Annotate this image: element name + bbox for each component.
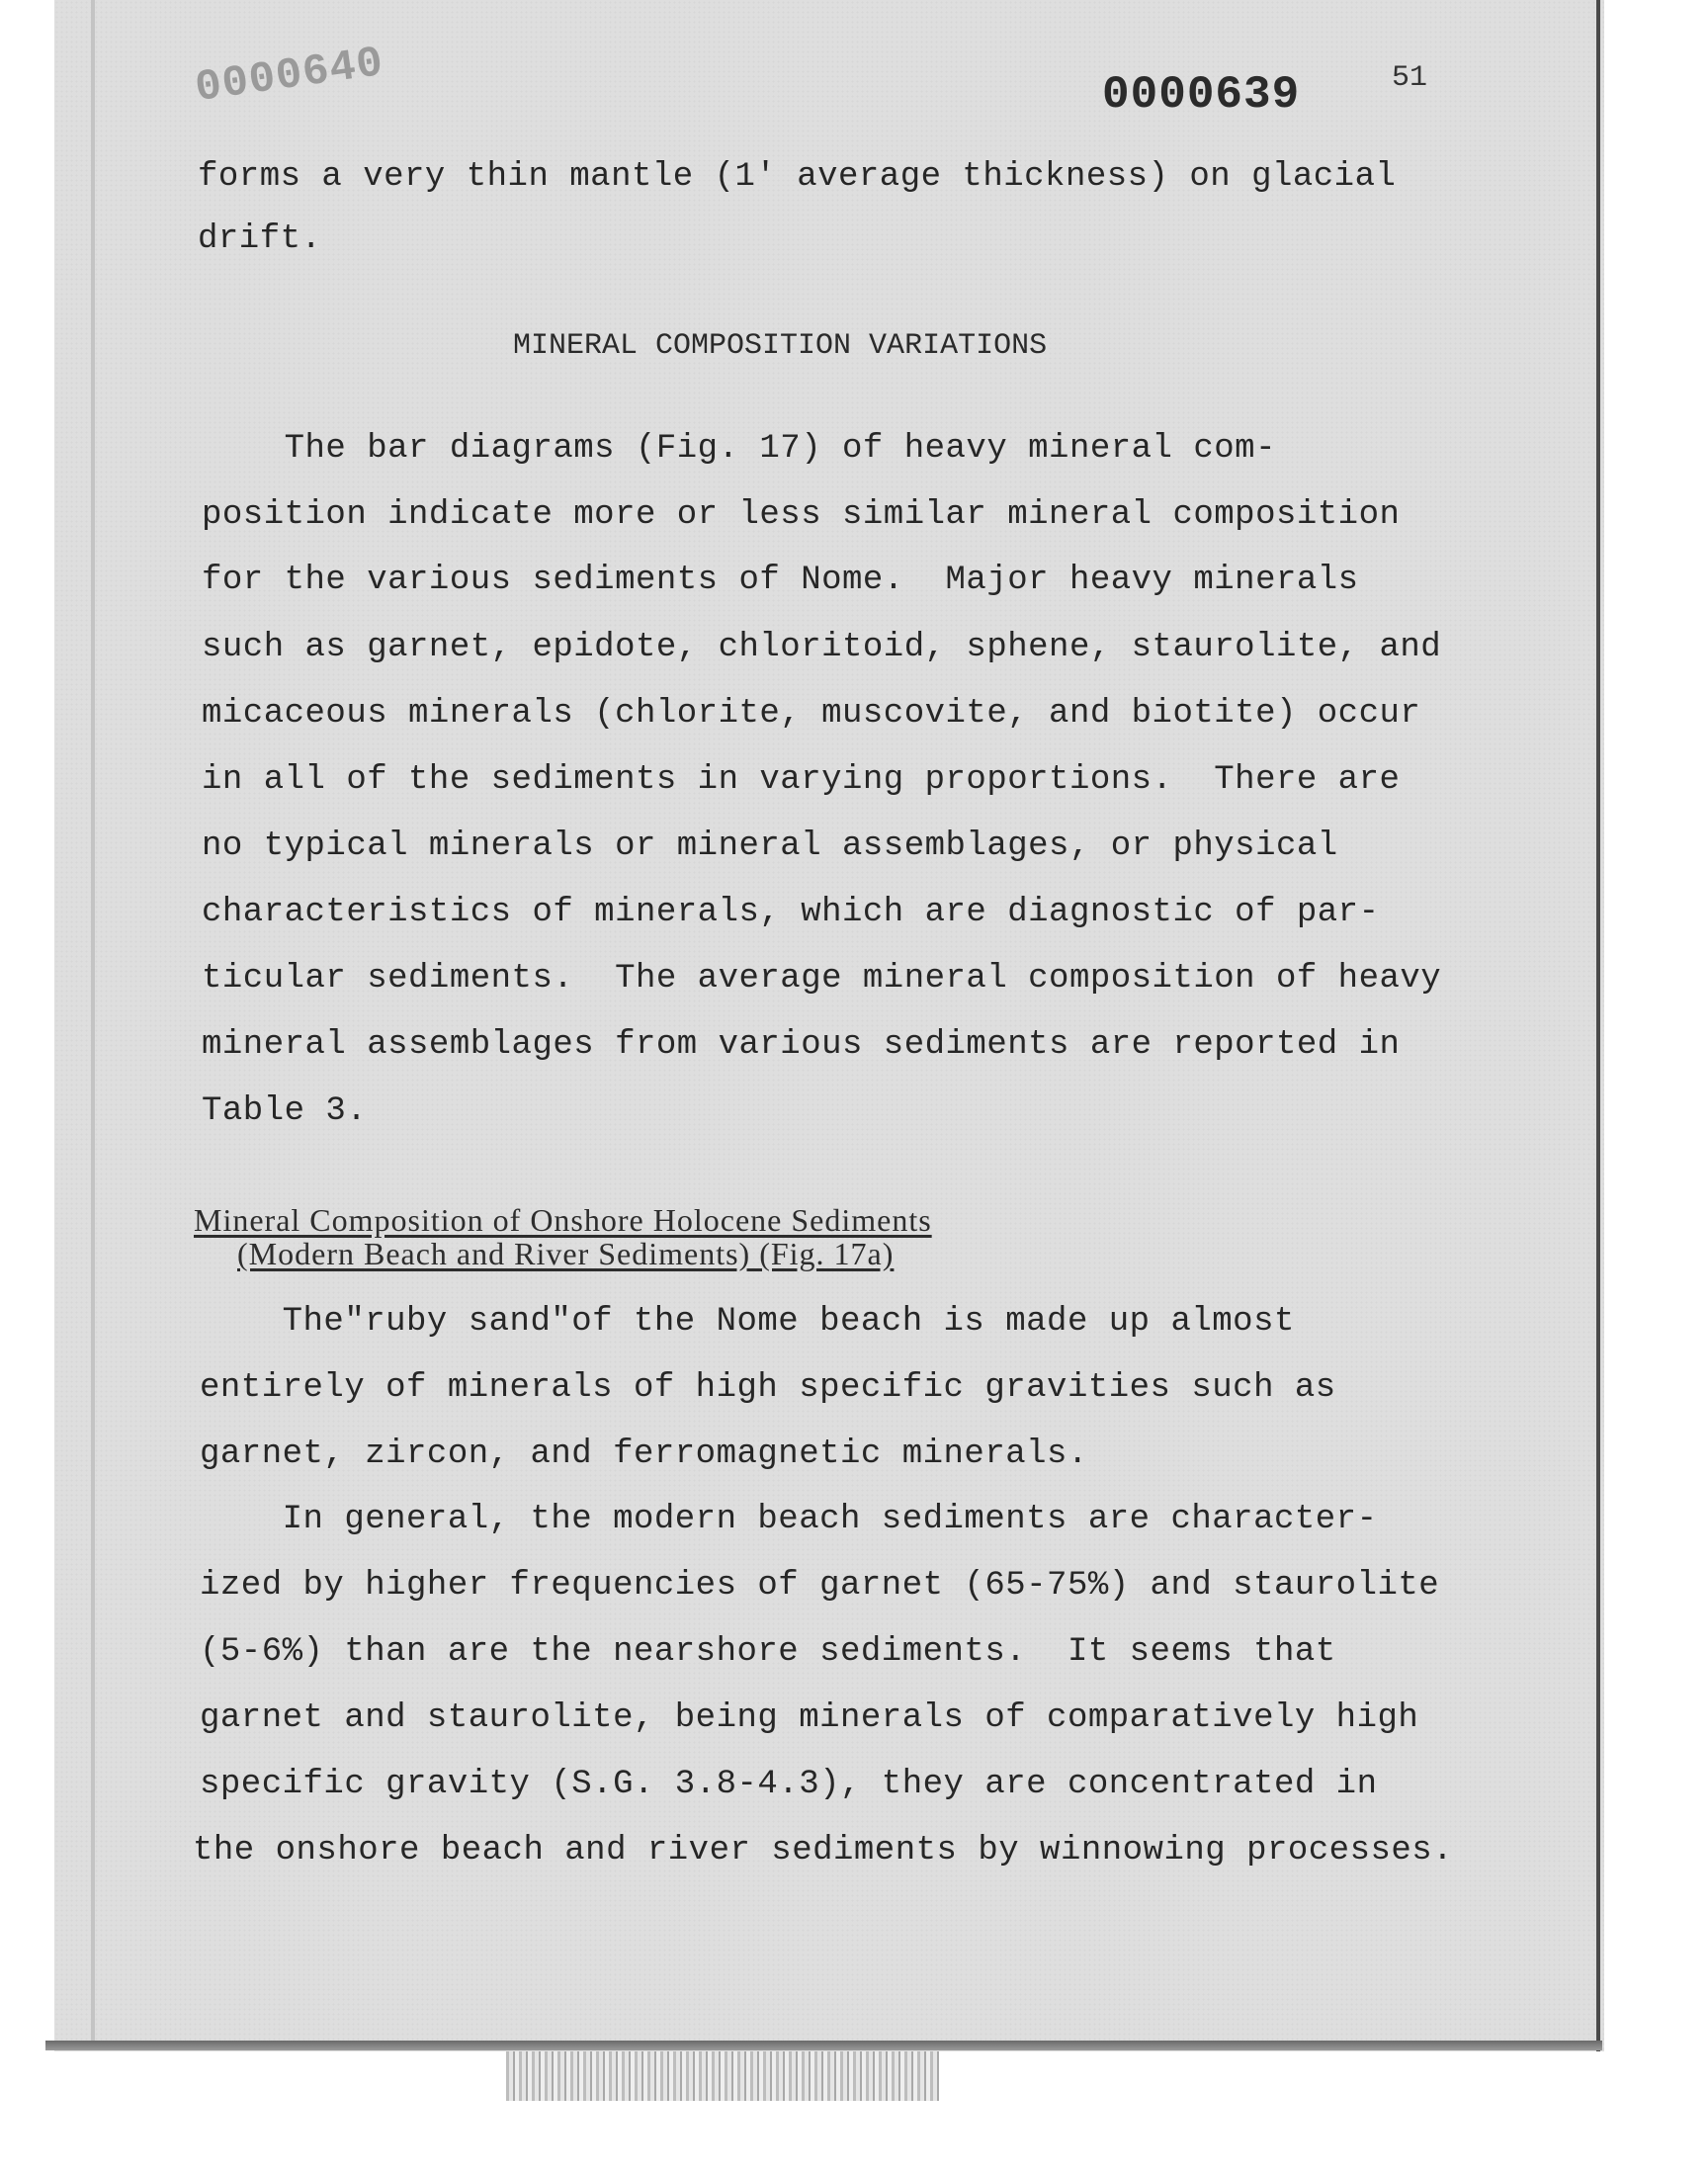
paragraph-line: garnet, zircon, and ferromagnetic minerals. [200,1436,1088,1473]
subsection-heading: (Modern Beach and River Sediments) (Fig. 17a) [237,1236,895,1271]
paragraph-line: entirely of minerals of high specific gravities such as [200,1369,1336,1407]
paragraph-line: ticular sediments. The average mineral composition of heavy [202,960,1442,998]
intro-line: drift. [198,220,322,258]
paragraph-line: in all of the sediments in varying proportions. There are [202,761,1401,799]
paragraph-line: The bar diagrams (Fig. 17) of heavy mineral com- [202,430,1276,468]
faded-document-stamp: 0000640 [192,38,387,115]
paragraph-line: In general, the modern beach sediments are character- [200,1501,1378,1538]
page-bottom-edge [45,2041,1602,2050]
paragraph-line: no typical minerals or mineral assemblages, or physical [202,827,1338,865]
paragraph-line: characteristics of minerals, which are diagnostic of par- [202,894,1380,931]
page-right-edge [1596,0,1600,2051]
subsection-heading: Mineral Composition of Onshore Holocene Sediments [194,1202,932,1238]
paragraph-line: such as garnet, epidote, chloritoid, sphene, staurolite, and [202,629,1442,666]
scan-artifact-stripes [506,2051,939,2101]
paragraph-line: garnet and staurolite, being minerals of comparatively high [200,1699,1419,1737]
paragraph-line: (5-6%) than are the nearshore sediments. It seems that [200,1633,1336,1671]
paragraph-line: mineral assemblages from various sediments are reported in [202,1026,1401,1064]
paragraph-line: micaceous minerals (chlorite, muscovite, and biotite) occur [202,695,1421,733]
paragraph-line: specific gravity (S.G. 3.8-4.3), they are concentrated in [200,1766,1378,1803]
page-number: 51 [1392,61,1428,95]
paragraph-line: ized by higher frequencies of garnet (65-75%) and staurolite [200,1567,1440,1605]
document-id-stamp: 0000639 [1102,69,1301,121]
paragraph-line: for the various sediments of Nome. Major heavy minerals [202,562,1359,599]
paragraph-line: the onshore beach and river sediments by winnowing processes. [193,1832,1454,1870]
page-left-edge [91,0,95,2044]
paragraph-line: Table 3. [202,1092,368,1130]
paragraph-line: position indicate more or less similar mineral composition [202,496,1401,534]
intro-line: forms a very thin mantle (1' average thickness) on glacial [198,158,1397,196]
section-heading: MINERAL COMPOSITION VARIATIONS [513,329,1048,363]
paragraph-line: The"ruby sand"of the Nome beach is made up almost [200,1303,1295,1341]
